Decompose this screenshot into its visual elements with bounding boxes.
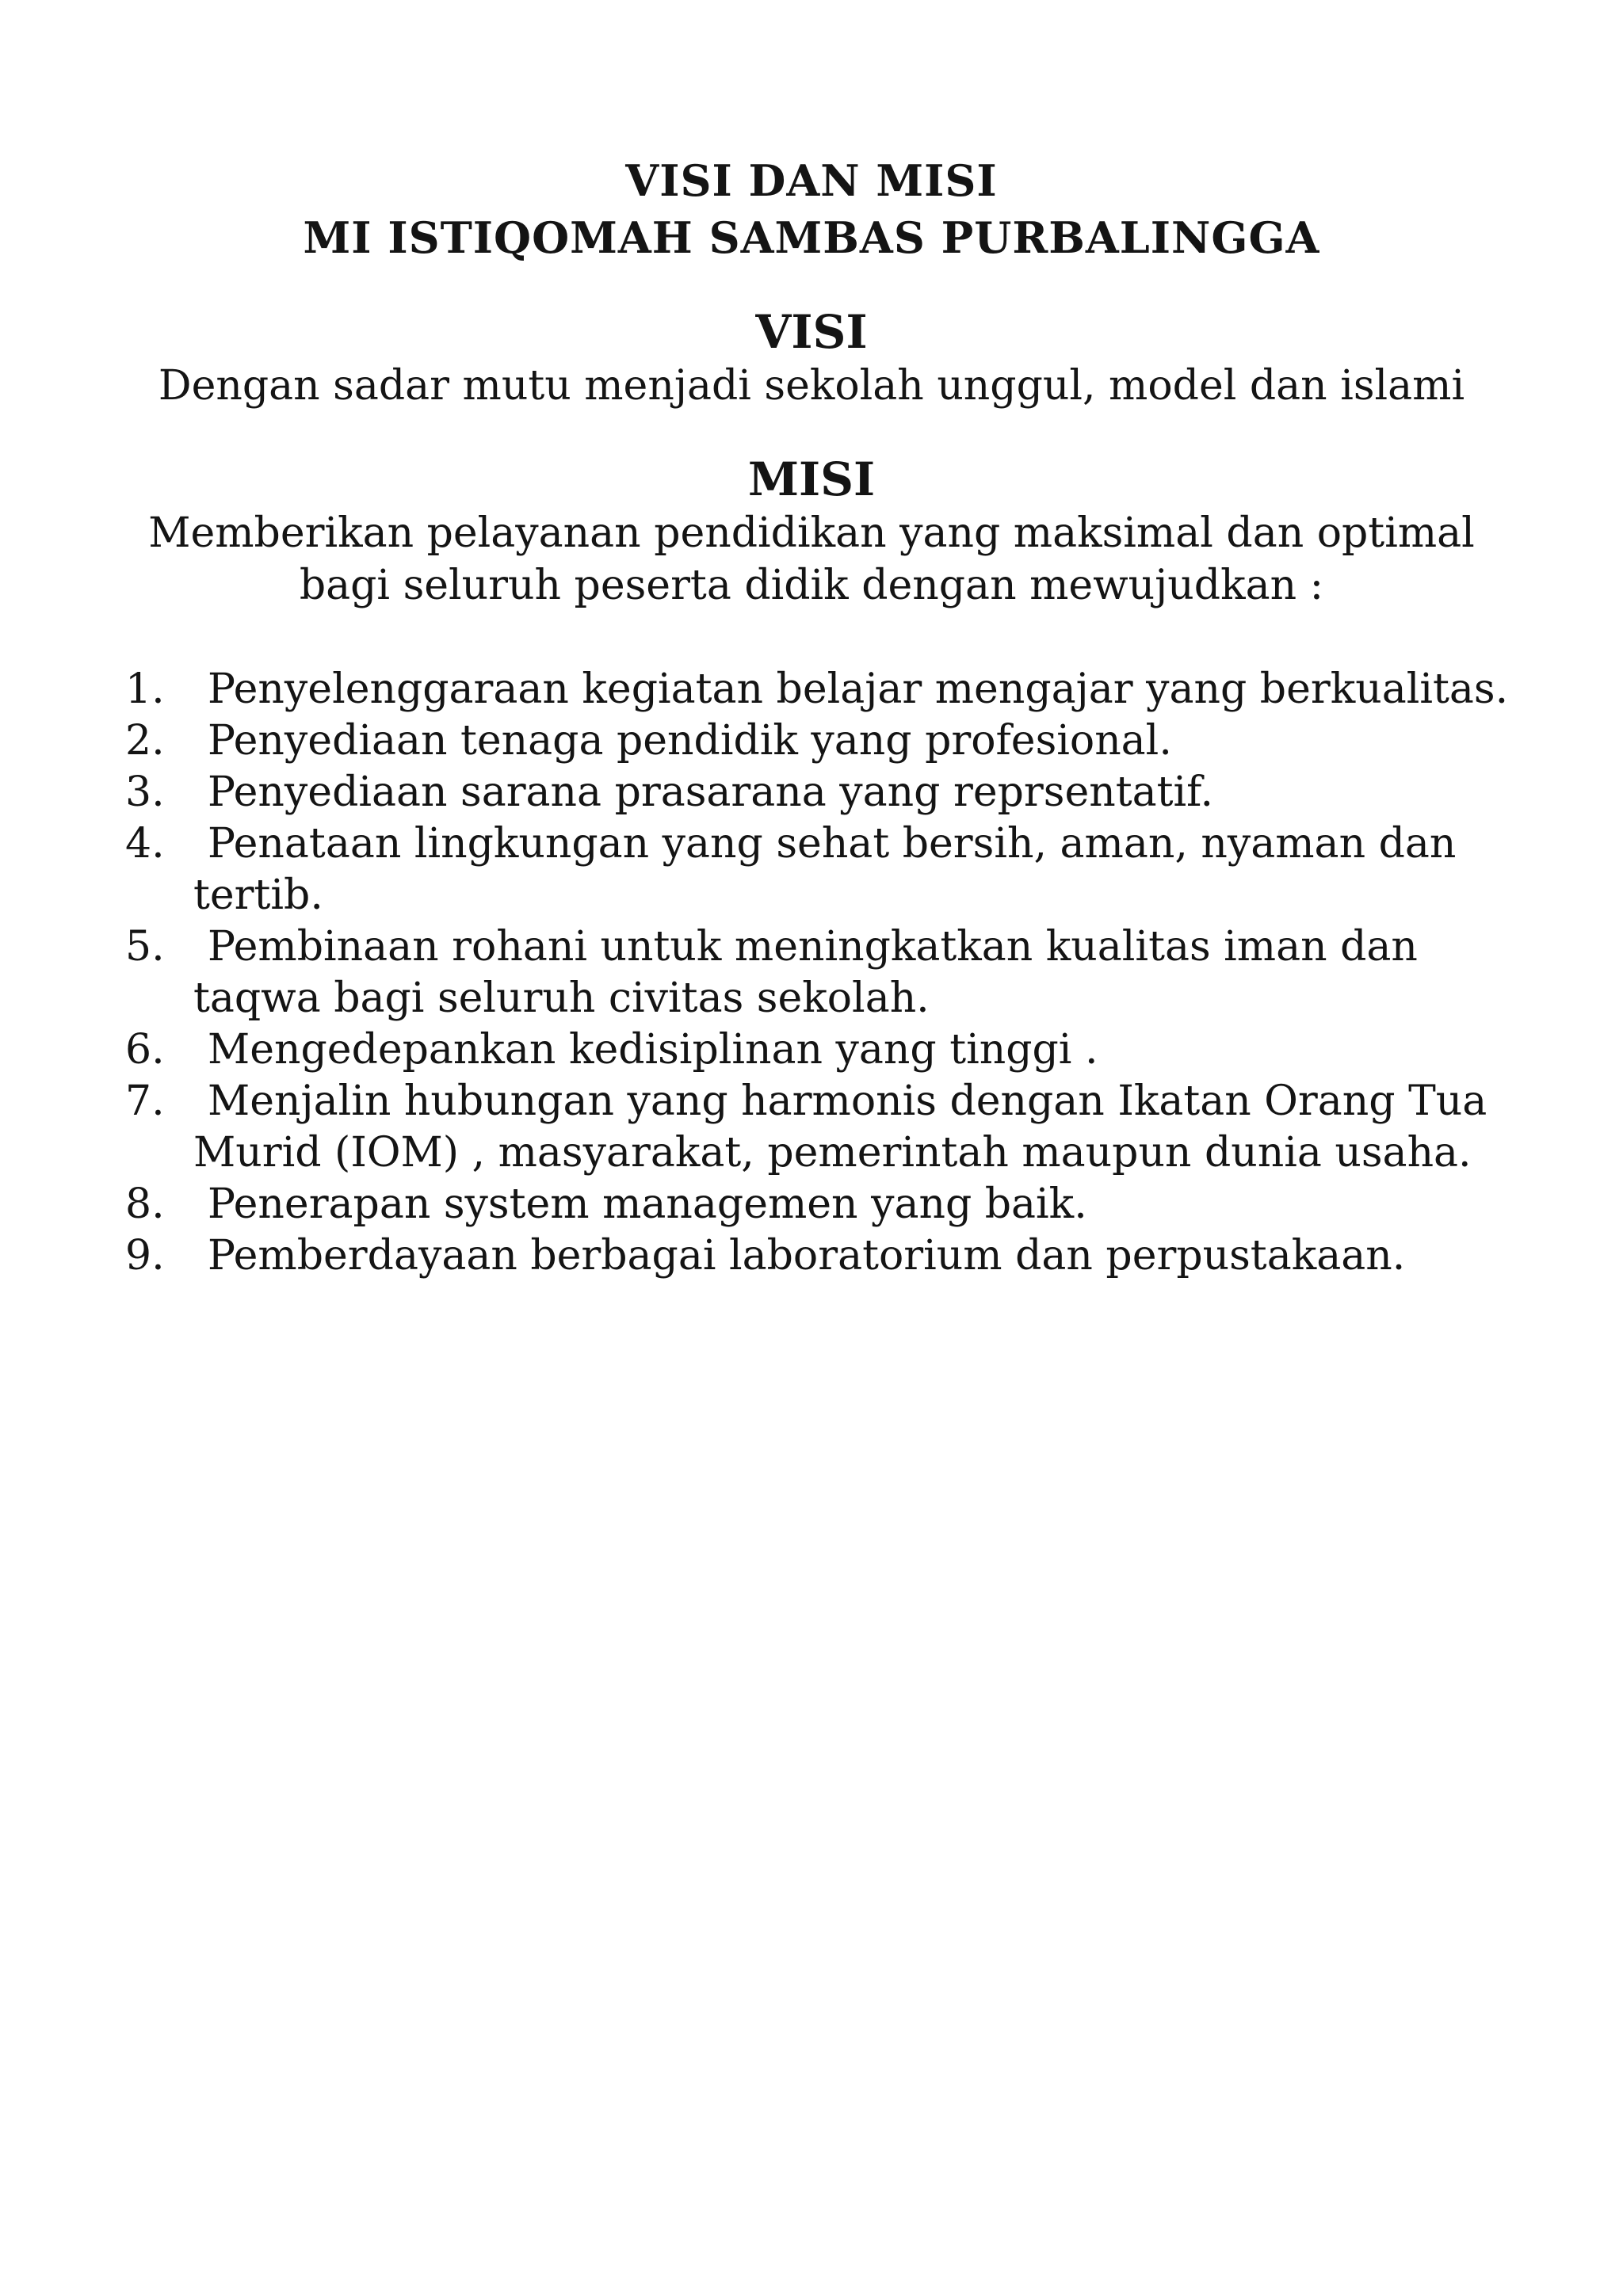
misi-list-item — [125, 1179, 1520, 1230]
misi-item-number: 1. — [125, 666, 165, 713]
misi-item-number: 9. — [125, 1232, 165, 1280]
misi-list-item — [125, 1076, 1520, 1179]
misi-item-text: Menjalin hubungan yang harmonis dengan Ikatan Orang Tua Murid (IOM) , masyarakat, pemerintah maupun dunia usaha. — [193, 1077, 1487, 1177]
misi-item-number: 2. — [125, 717, 165, 765]
title-line-2: MI ISTIQOMAH SAMBAS PURBALINGGA — [303, 212, 1320, 263]
misi-list-item — [125, 1230, 1520, 1282]
title-line-1: VISI DAN MISI — [625, 155, 998, 206]
misi-item-text: Penyediaan tenaga pendidik yang profesional. — [208, 717, 1172, 765]
misi-list — [125, 664, 1520, 1282]
misi-list-item — [125, 767, 1520, 818]
misi-item-number: 3. — [125, 769, 165, 816]
misi-item-text: Pemberdayaan berbagai laboratorium dan perpustakaan. — [208, 1232, 1406, 1280]
misi-list-item — [125, 1024, 1520, 1076]
misi-item-number: 5. — [125, 923, 165, 971]
visi-section — [0, 304, 1623, 412]
misi-item-number: 4. — [125, 820, 165, 868]
misi-intro-line-2: bagi seluruh peserta didik dengan mewujudkan : — [299, 562, 1324, 609]
misi-list-item — [125, 818, 1520, 921]
misi-item-number: 6. — [125, 1026, 165, 1074]
misi-intro-line-1: Memberikan pelayanan pendidikan yang maksimal dan optimal — [148, 509, 1475, 557]
document-title — [0, 152, 1623, 266]
misi-list-item — [125, 664, 1520, 715]
misi-item-text: Penerapan system managemen yang baik. — [208, 1180, 1087, 1228]
misi-item-text: Mengedepankan kedisiplinan yang tinggi . — [208, 1026, 1098, 1074]
misi-list-item — [125, 715, 1520, 767]
visi-heading: VISI — [755, 305, 868, 359]
visi-text: Dengan sadar mutu menjadi sekolah unggul, model dan islami — [158, 362, 1465, 410]
misi-list-item — [125, 921, 1520, 1024]
misi-item-text: Penyelenggaraan kegiatan belajar mengajar yang berkualitas. — [208, 666, 1509, 713]
misi-heading: MISI — [747, 452, 876, 506]
misi-item-number: 7. — [125, 1077, 165, 1125]
misi-item-number: 8. — [125, 1180, 165, 1228]
misi-item-text: Pembinaan rohani untuk meningkatkan kualitas iman dan taqwa bagi seluruh civitas sekolah. — [193, 923, 1418, 1022]
misi-section — [0, 452, 1623, 612]
misi-item-text: Penyediaan sarana prasarana yang reprsentatif. — [208, 769, 1214, 816]
misi-item-text: Penataan lingkungan yang sehat bersih, aman, nyaman dan tertib. — [193, 820, 1457, 919]
